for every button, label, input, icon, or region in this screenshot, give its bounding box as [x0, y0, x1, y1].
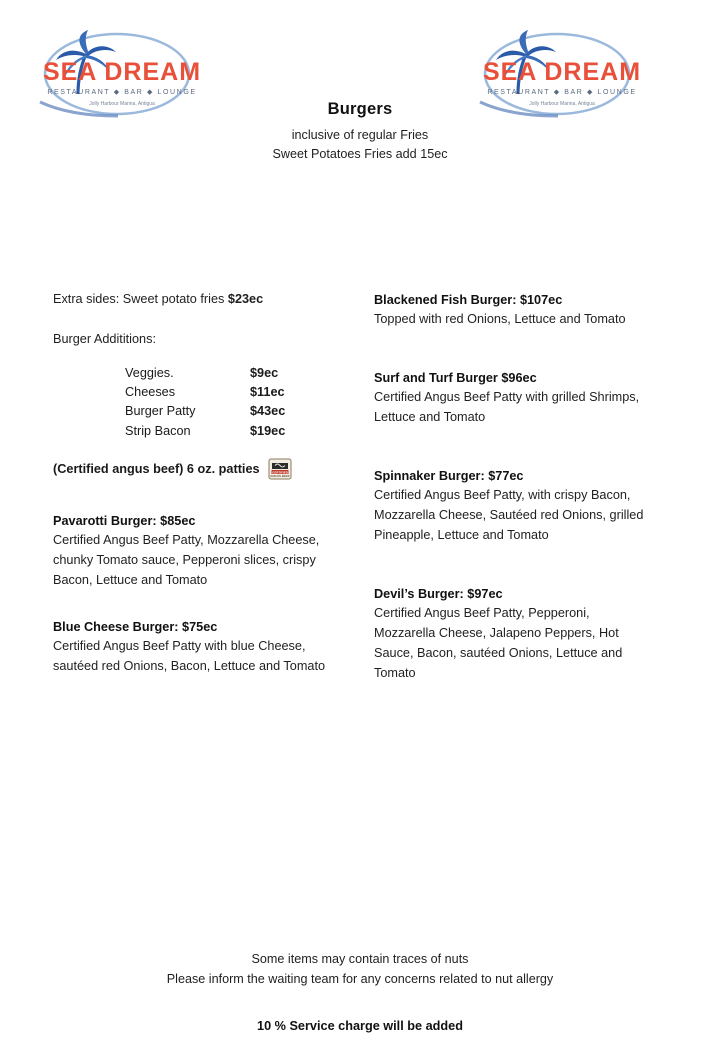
certified-angus-note — [53, 457, 353, 481]
svg-text:ANGUS BEEF: ANGUS BEEF — [269, 474, 290, 479]
extra-sides-price: $23ec — [227, 292, 264, 306]
menu-item-title: Pavarotti Burger: $85ec — [53, 513, 196, 528]
menu-footer — [0, 950, 720, 1033]
menu-item — [374, 368, 649, 428]
addition-name: Strip Bacon — [125, 423, 191, 438]
addition-price: $11ec — [250, 384, 285, 399]
addition-name: Burger Patty — [125, 404, 196, 419]
additions-table — [125, 364, 353, 441]
addition-name: Cheeses — [125, 384, 176, 399]
menu-item-description: Certified Angus Beef Patty, with crispy Bacon, Mozzarella Cheese, Sautéed red Onions, grilled Pineapple, Lettuce and Tomato — [374, 488, 644, 542]
menu-header — [0, 100, 720, 164]
svg-text:Jolly Harbour Marina, Antigua: Jolly Harbour Marina, Antigua — [529, 101, 595, 107]
left-column — [53, 290, 353, 703]
menu-item-description: Certified Angus Beef Patty, Mozzarella Cheese, chunky Tomato sauce, Pepperoni slices, crispy Bacon, Lettuce and Tomato — [53, 533, 320, 587]
menu-item — [374, 290, 649, 330]
extra-sides-label: Extra sides: Sweet potato fries — [53, 292, 228, 306]
menu-item-description: Certified Angus Beef Patty with grilled Shrimps, Lettuce and Tomato — [374, 390, 640, 425]
additions-row — [125, 383, 353, 402]
allergy-note-line-2: Please inform the waiting team for any concerns related to nut allergy — [166, 971, 554, 986]
page-title: Burgers — [327, 100, 393, 118]
svg-text:Jolly Harbour Marina, Antigua: Jolly Harbour Marina, Antigua — [89, 101, 155, 107]
menu-item-description: Certified Angus Beef Patty with blue Cheese, sautéed red Onions, Bacon, Lettuce and Tomato — [53, 638, 326, 673]
svg-text:RESTAURANT ◆ BAR ◆ LOUNGE: RESTAURANT ◆ BAR ◆ LOUNGE — [47, 89, 197, 96]
certified-angus-text: (Certified angus beef) 6 oz. patties — [53, 461, 260, 476]
right-column — [374, 290, 649, 715]
additions-row — [125, 402, 353, 421]
menu-item-description: Topped with red Onions, Lettuce and Tomato — [374, 312, 626, 327]
menu-item-title: Devil’s Burger: $97ec — [374, 586, 503, 601]
svg-text:RESTAURANT ◆ BAR ◆ LOUNGE: RESTAURANT ◆ BAR ◆ LOUNGE — [487, 89, 637, 96]
addition-name: Veggies. — [125, 365, 174, 380]
menu-item-title: Blue Cheese Burger: $75ec — [53, 619, 218, 634]
svg-text:SEA DREAM: SEA DREAM — [42, 58, 202, 86]
additions-row — [125, 422, 353, 441]
menu-item-description: Certified Angus Beef Patty, Pepperoni, Mozzarella Cheese, Jalapeno Peppers, Hot Sauce, Bacon, sautéed Onions, Lettuce and Tomato — [374, 606, 623, 680]
menu-item — [374, 584, 649, 684]
svg-text:SEA DREAM: SEA DREAM — [482, 58, 642, 86]
certified-angus-beef-icon — [268, 457, 292, 481]
menu-item — [53, 511, 353, 591]
extra-sides-row — [53, 290, 353, 310]
menu-item-title: Surf and Turf Burger $96ec — [374, 371, 537, 386]
menu-item-title: Spinnaker Burger: $77ec — [374, 469, 524, 484]
header-subtitle-line-1: inclusive of regular Fries — [291, 128, 429, 142]
service-charge-note: 10 % Service charge will be added — [257, 1019, 463, 1034]
addition-price: $9ec — [250, 365, 279, 380]
addition-price: $19ec — [250, 423, 286, 438]
header-subtitle-line-2: Sweet Potatoes Fries add 15ec — [272, 147, 448, 162]
additions-heading: Burger Addititions: — [53, 331, 156, 346]
addition-price: $43ec — [250, 404, 286, 419]
menu-item-title: Blackened Fish Burger: $107ec — [374, 293, 563, 307]
additions-row — [125, 364, 353, 383]
svg-text:CERTIFIED: CERTIFIED — [271, 470, 288, 475]
allergy-note-line-1: Some items may contain traces of nuts — [251, 952, 469, 966]
menu-item — [53, 617, 353, 677]
menu-item — [374, 466, 649, 546]
